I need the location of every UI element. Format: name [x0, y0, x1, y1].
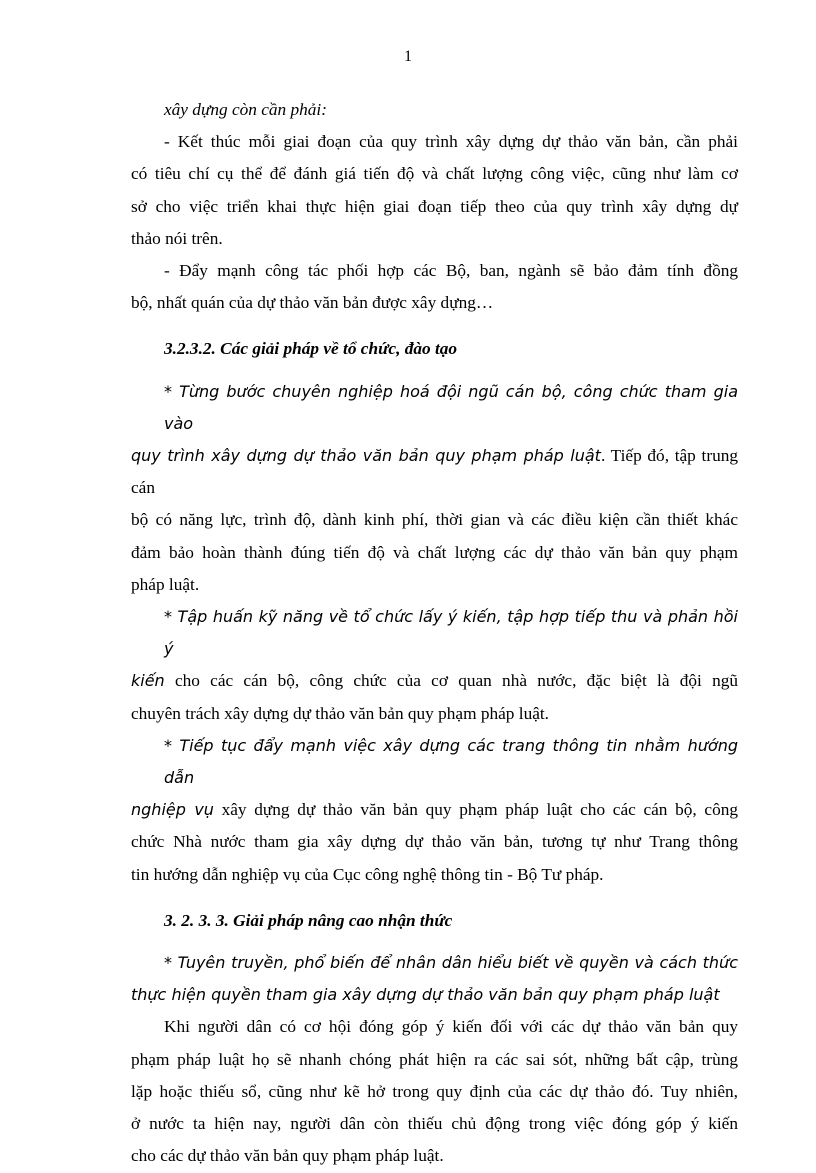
paragraph-3 [131, 376, 738, 601]
text-line [131, 794, 738, 826]
document-body [131, 94, 738, 1173]
page-number: 1 [404, 48, 412, 65]
paragraph-2 [131, 255, 738, 319]
paragraph-5 [131, 730, 738, 891]
text-line [131, 665, 738, 697]
text-phrase: xây dựng dự thảo văn bản quy phạm pháp luật cho các cán bộ, công [213, 800, 738, 820]
text-line [131, 440, 738, 504]
text-line: - Đẩy mạnh công tác phối hợp các Bộ, ban, ngành sẽ bảo đảm tính đồng [164, 261, 738, 281]
paragraph-1 [131, 126, 738, 255]
text-line: * Từng bước chuyên nghiệp hoá đội ngũ cán bộ, công chức tham gia vào [164, 381, 738, 433]
text-line: cho các dự thảo văn bản quy phạm pháp luật. [131, 1146, 444, 1166]
text-line: bộ có năng lực, trình độ, dành kinh phí, thời gian và các điều kiện cần thiết khác [131, 510, 738, 530]
text-line: đảm bảo hoàn thành đúng tiến độ và chất lượng các dự thảo văn bản quy phạm [131, 542, 738, 562]
text-line: phạm pháp luật họ sẽ nhanh chóng phát hiện ra các sai sót, những bất cập, trùng [131, 1049, 738, 1069]
section-heading-3-2-3-2: 3.2.3.2. Các giải pháp về tổ chức, đào tạo [164, 339, 458, 359]
text-line: * Tuyên truyền, phổ biến để nhân dân hiểu biết về quyền và cách thức [164, 953, 738, 973]
text-line: * Tiếp tục đẩy mạnh việc xây dựng các trang thông tin nhằm hướng dẫn [164, 735, 738, 788]
text-line: tin hướng dẫn nghiệp vụ của Cục công nghệ thông tin - Bộ Tư pháp. [131, 864, 604, 884]
text-line: thảo nói trên. [131, 228, 223, 248]
text-line: ở nước ta hiện nay, người dân còn thiếu chủ động trong việc đóng góp ý kiến [131, 1114, 738, 1134]
section-heading-3-2-3-3: 3. 2. 3. 3. Giải pháp nâng cao nhận thức [164, 910, 453, 930]
paragraph-4 [131, 601, 738, 730]
text-phrase: cho các cán bộ, công chức của cơ quan nhà nước, đặc biệt là đội ngũ [164, 671, 738, 691]
text-line: - Kết thúc mỗi giai đoạn của quy trình xây dựng dự thảo văn bản, cần phải [164, 132, 738, 152]
italic-phrase: kiến [131, 671, 165, 691]
text-line: bộ, nhất quán của dự thảo văn bản được xây dựng… [131, 293, 494, 313]
text-line: thực hiện quyền tham gia xây dựng dự thảo văn bản quy phạm pháp luật [131, 985, 720, 1005]
italic-phrase: quy trình xây dựng dự thảo văn bản quy phạm pháp luật [131, 446, 601, 466]
text-line: sở cho việc triển khai thực hiện giai đoạn tiếp theo của quy trình xây dựng dự [131, 196, 738, 216]
text-phrase: . Tiếp đó, tập trung cán [131, 446, 738, 498]
intro-line: xây dựng còn cần phải: [164, 100, 327, 119]
text-line: chức Nhà nước tham gia xây dựng dự thảo văn bản, tương tự như Trang thông [131, 832, 738, 852]
text-line: có tiêu chí cụ thể để đánh giá tiến độ và chất lượng công việc, cũng như làm cơ [131, 164, 738, 184]
paragraph-7 [131, 1011, 738, 1172]
text-line: Khi người dân có cơ hội đóng góp ý kiến đối với các dự thảo văn bản quy [164, 1017, 738, 1037]
paragraph-6 [131, 947, 738, 1011]
text-line: * Tập huấn kỹ năng về tổ chức lấy ý kiến, tập hợp tiếp thu và phản hồi ý [164, 607, 738, 659]
italic-phrase: nghiệp vụ [131, 800, 214, 820]
text-line: chuyên trách xây dựng dự thảo văn bản quy phạm pháp luật. [131, 703, 550, 723]
text-line: pháp luật. [131, 574, 200, 594]
text-line: lặp hoặc thiếu sổ, cũng như kẽ hở trong quy định của các dự thảo đó. Tuy nhiên, [131, 1081, 738, 1101]
